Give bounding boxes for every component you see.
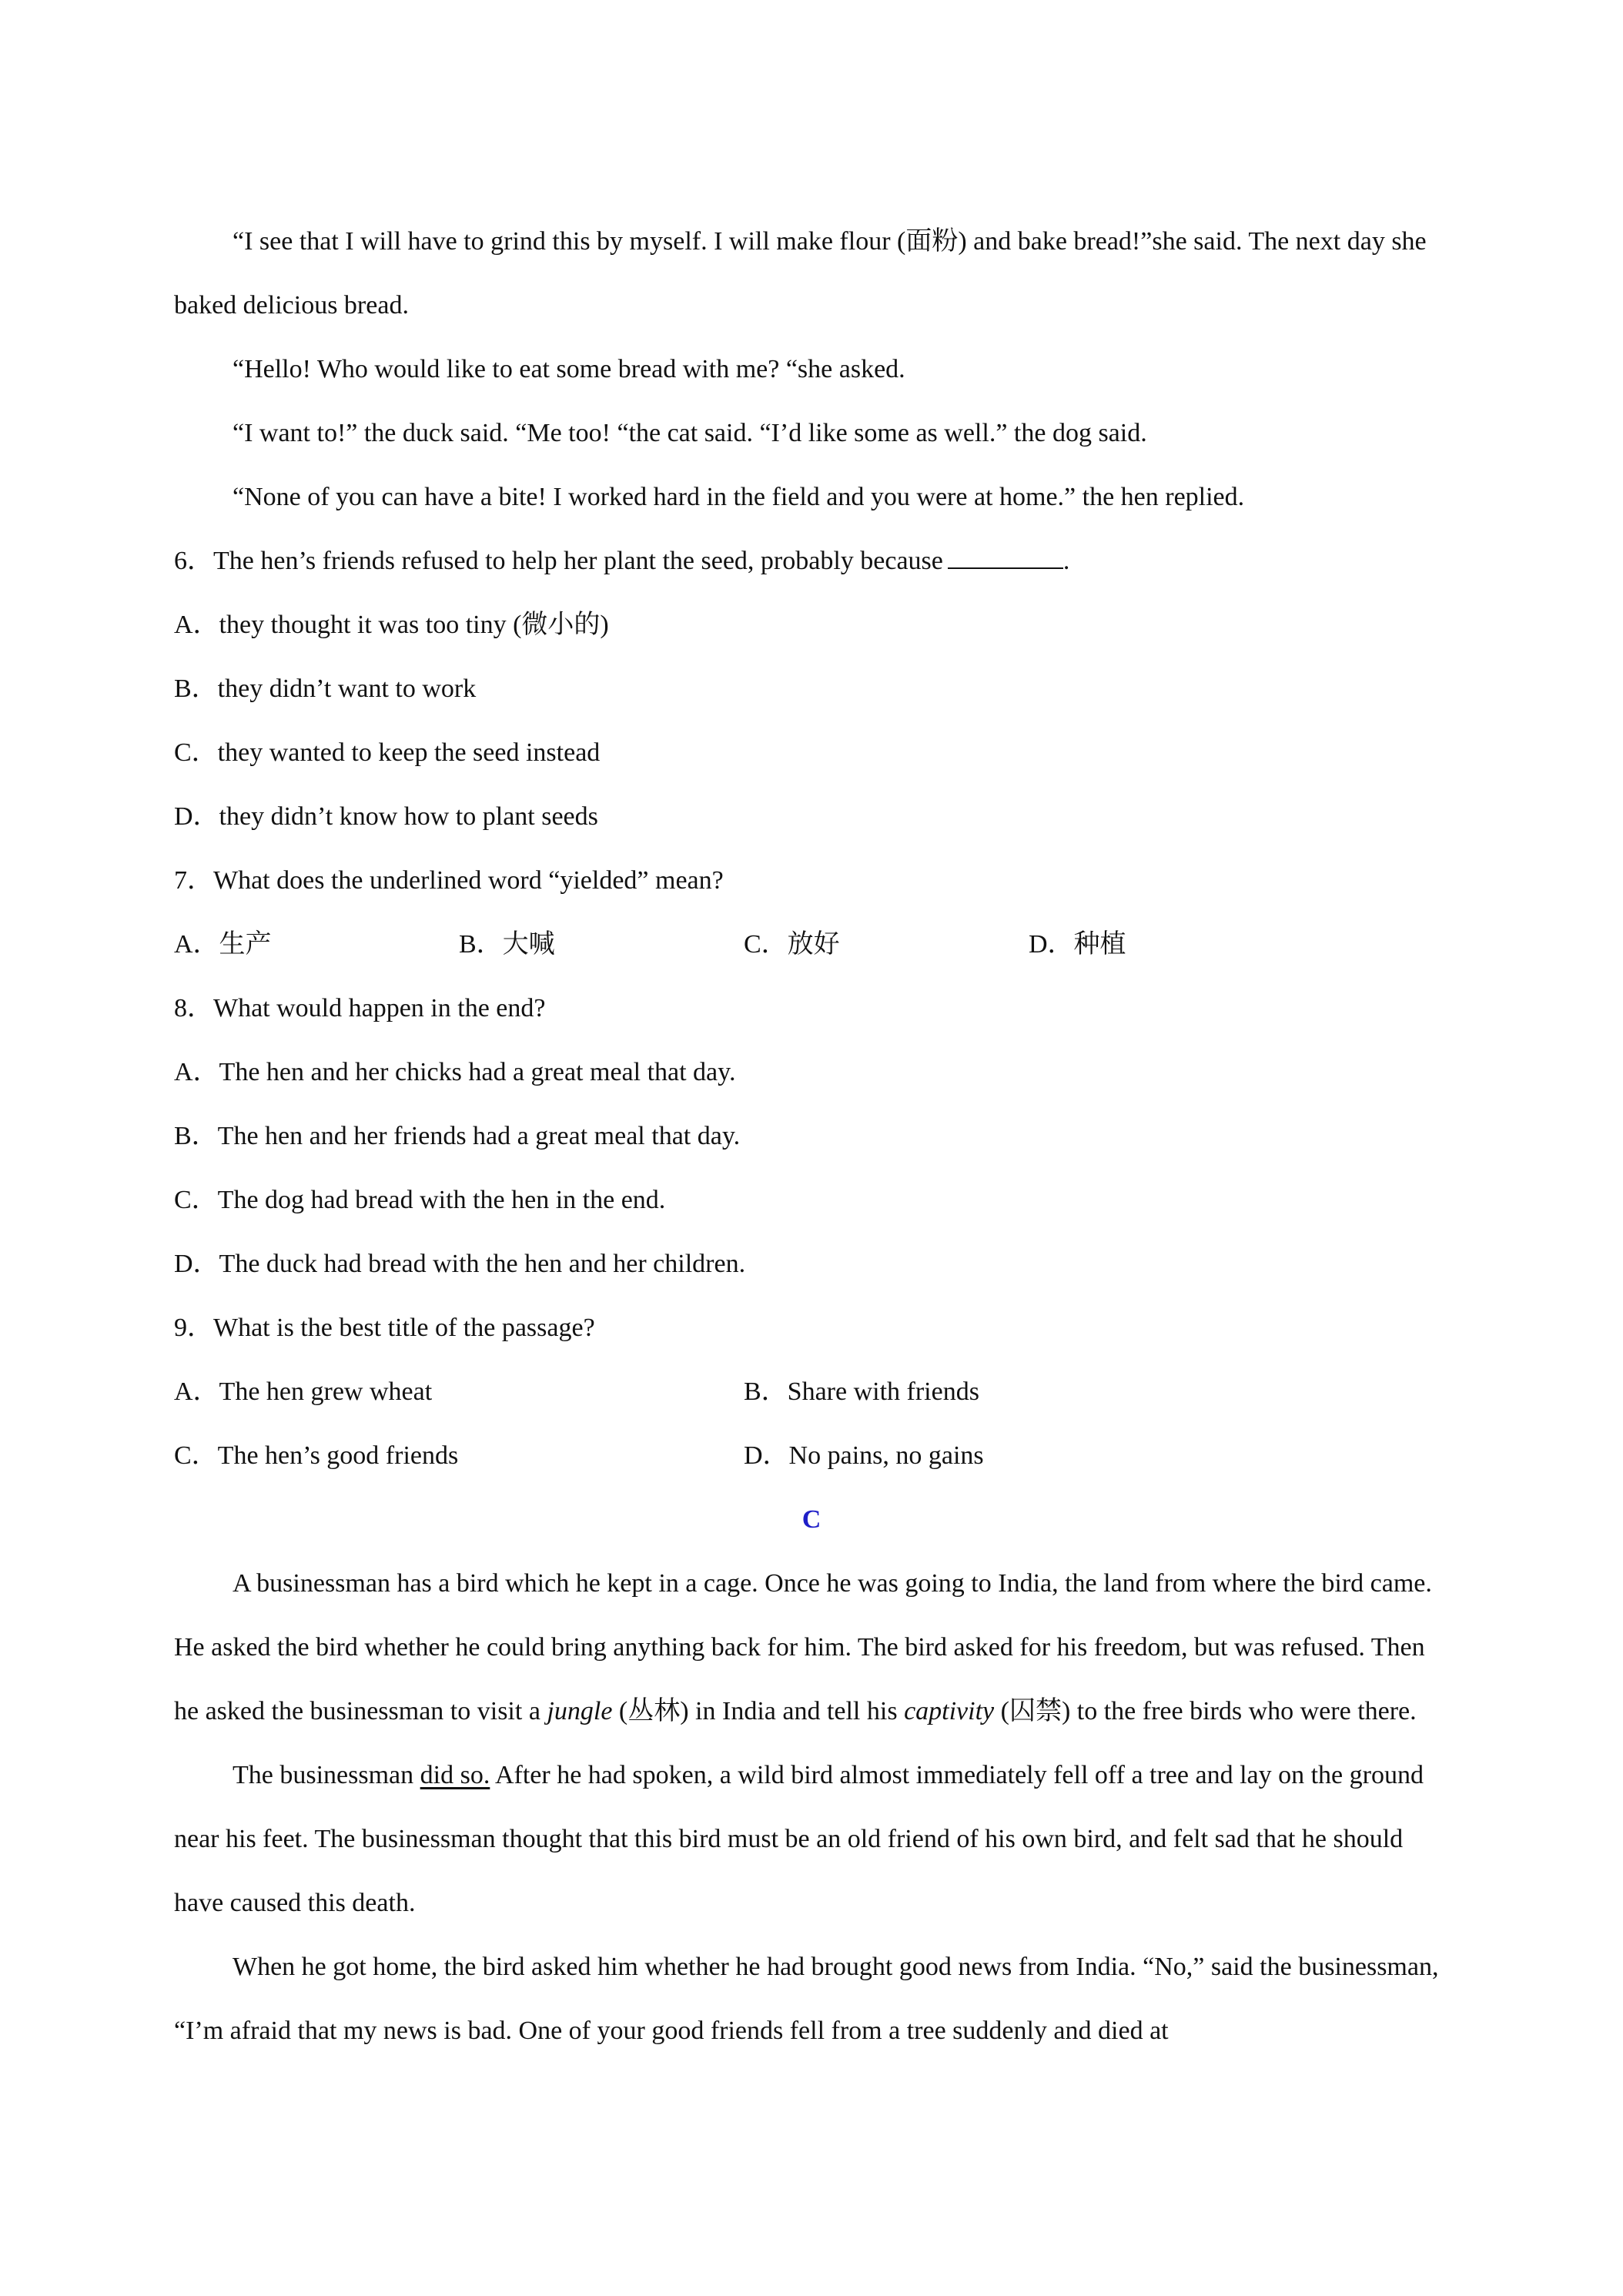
italic-word: captivity [904, 1697, 995, 1725]
options-row [174, 912, 1449, 976]
option-a: A．生产 [174, 930, 272, 959]
question-stem: 6．The hen’s friends refused to help her plant the seed, probably because [174, 547, 943, 575]
passage-paragraph [174, 1743, 1449, 1935]
story-paragraph: “None of you can have a bite! I worked hard in the field and you were at home.” the hen replied. [233, 483, 1245, 511]
option-b: B．大喊 [459, 930, 555, 959]
option-d: D．they didn’t know how to plant seeds [174, 802, 598, 831]
text-run: After he had spoken, a wild bird almost immediately fell off a tree and lay on the ground near his feet. The businessman thought that this bird must be an old friend of his own bird, and felt sad that he should have caused this death. [174, 1761, 1424, 1917]
option-d: D．The duck had bread with the hen and her children. [174, 1250, 746, 1278]
option-b: B．they didn’t want to work [174, 674, 477, 703]
text-run: A businessman has a bird which he kept in a cage. Once he was going to India, the land from where the bird came. He asked the bird whether he could bring anything back for him. The bird asked for his freedom, but was refused. Then he asked the businessman to visit a [174, 1569, 1432, 1725]
text-run: The businessman [233, 1761, 420, 1789]
option-c: C．The dog had bread with the hen in the end. [174, 1186, 666, 1214]
text-run: (丛林) in India and tell his [612, 1697, 905, 1725]
passage-paragraph: When he got home, the bird asked him whether he had brought good news from India. “No,” said the businessman, “I’m afraid that my news is bad. One of your good friends fell from a tree suddenly and died at [174, 1953, 1439, 2045]
question-stem-end: . [1062, 547, 1070, 575]
question-9: 9．What is the best title of the passage? [174, 1314, 595, 1342]
option-d: D．种植 [1029, 930, 1126, 959]
options-row [174, 1360, 1449, 1424]
option-b: B．Share with friends [744, 1377, 979, 1406]
text-run: (囚禁) to the free birds who were there. [994, 1697, 1417, 1725]
option-a: A．The hen and her chicks had a great meal that day. [174, 1058, 736, 1086]
question-7: 7．What does the underlined word “yielded” mean? [174, 866, 724, 895]
option-d: D．No pains, no gains [744, 1441, 984, 1470]
option-c: C．The hen’s good friends [174, 1441, 459, 1470]
passage-paragraph [174, 1551, 1449, 1743]
options-row [174, 1424, 1449, 1488]
option-c: C．they wanted to keep the seed instead [174, 738, 601, 767]
option-c: C．放好 [744, 930, 840, 959]
question-8: 8．What would happen in the end? [174, 994, 546, 1022]
underlined-phrase: did so. [420, 1761, 490, 1789]
option-b: B．The hen and her friends had a great meal that day. [174, 1122, 741, 1150]
option-a: A．they thought it was too tiny (微小的) [174, 611, 609, 639]
option-a: A．The hen grew wheat [174, 1377, 433, 1406]
section-heading: C [801, 1505, 822, 1534]
answer-blank [948, 546, 1063, 569]
italic-word: jungle [547, 1697, 613, 1725]
story-paragraph: “I see that I will have to grind this by myself. I will make flour (面粉) and bake bread!”she said. The next day she baked delicious bread. [174, 227, 1427, 320]
story-paragraph: “Hello! Who would like to eat some bread with me? “she asked. [233, 355, 905, 383]
question-6 [174, 529, 1449, 593]
story-paragraph: “I want to!” the duck said. “Me too! “the cat said. “I’d like some as well.” the dog said. [233, 419, 1147, 447]
page-content [174, 209, 1449, 2063]
